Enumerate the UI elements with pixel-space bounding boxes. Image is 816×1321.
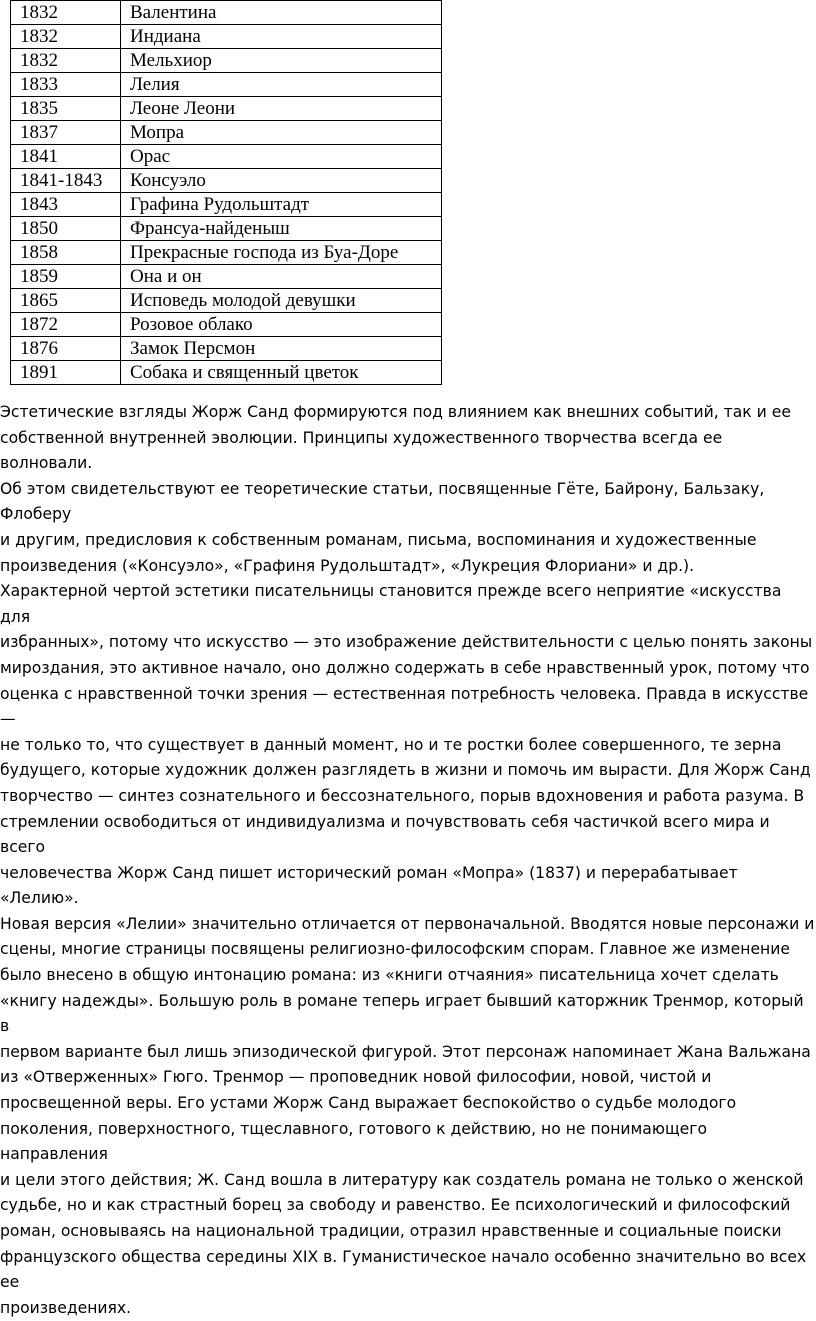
table-row <box>11 169 442 193</box>
year-cell: 1859 <box>11 265 121 289</box>
year-cell: 1872 <box>11 313 121 337</box>
table-row <box>11 337 442 361</box>
year-cell: 1833 <box>11 73 121 97</box>
title-cell: Графина Рудольштадт <box>121 193 442 217</box>
table-row <box>11 97 442 121</box>
title-cell: Индиана <box>121 25 442 49</box>
table-row <box>11 25 442 49</box>
table-row <box>11 313 442 337</box>
table-row <box>11 73 442 97</box>
title-cell: Розовое облако <box>121 313 442 337</box>
table-row <box>11 1 442 25</box>
table-row <box>11 193 442 217</box>
year-cell: 1832 <box>11 25 121 49</box>
title-cell: Лелия <box>121 73 442 97</box>
works-table <box>10 0 442 385</box>
table-row <box>11 217 442 241</box>
title-cell: Она и он <box>121 265 442 289</box>
title-cell: Валентина <box>121 1 442 25</box>
table-row <box>11 265 442 289</box>
title-cell: Исповедь молодой девушки <box>121 289 442 313</box>
table-row <box>11 145 442 169</box>
title-cell: Мельхиор <box>121 49 442 73</box>
title-cell: Прекрасные господа из Буа-Доре <box>121 241 442 265</box>
title-cell: Леоне Леони <box>121 97 442 121</box>
year-cell: 1850 <box>11 217 121 241</box>
title-cell: Собака и священный цветок <box>121 361 442 385</box>
title-cell: Консуэло <box>121 169 442 193</box>
year-cell: 1837 <box>11 121 121 145</box>
year-cell: 1832 <box>11 1 121 25</box>
table-row <box>11 241 442 265</box>
table-row <box>11 49 442 73</box>
year-cell: 1835 <box>11 97 121 121</box>
body-paragraph: Эстетические взгляды Жорж Санд формируются под влиянием как внешних событий, так и ее собственной внутренней эволюции. Принципы художественного творчества всегда ее волновали. Об этом свидетельствуют ее теоретические статьи, посвященные Гёте, Байрону, Бальзаку, Флоберу и другим, предисловия к собственным романам, письма, воспоминания и художественные произведения («Консуэло», «Графиня Рудольштадт», «Лукреция Флориани» и др.). Характерной чертой эстетики писательницы становится прежде всего неприятие «искусства для избранных», потому что искусство — это изображение действительности с целью понять законы мироздания, это активное начало, оно должно содержать в себе нравственный урок, потому что оценка с нравственной точки зрения — естественная потребность человека. Правда в искусстве — не только то, что существует в данный момент, но и те ростки более совершенного, те зерна будущего, которые художник должен разглядеть в жизни и помочь им вырасти. Для Жорж Санд творчество — синтез сознательного и бессознательного, порыв вдохновения и работа разума. В стремлении освободиться от индивидуализма и почувствовать себя частичкой всего мира и всего человечества Жорж Санд пишет исторический роман «Мопра» (1837) и перерабатывает «Лелию». Новая версия «Лелии» значительно отличается от первоначальной. Вводятся новые персонажи и сцены, многие страницы посвящены религиозно-философским спорам. Главное же изменение было внесено в общую интонацию романа: из «книги отчаяния» писательница хочет сделать «книгу надежды». Большую роль в романе теперь играет бывший каторжник Тренмор, который в первом варианте был лишь эпизодической фигурой. Этот персонаж напоминает Жана Вальжана из «Отверженных» Гюго. Тренмор — проповедник новой философии, новой, чистой и просвещенной веры. Его устами Жорж Санд выражает беспокойство о судьбе молодого поколения, поверхностного, тщеславного, готового к действию, но не понимающего направления и цели этого действия; Ж. Санд вошла в литературу как создатель романа не только о женской судьбе, но и как страстный борец за свободу и равенство. Ее психологический и философский роман, основываясь на национальной традиции, отразил нравственные и социальные поиски французского общества середины XIX в. Гуманистическое начало особенно значительно во всех ее произведениях. <box>0 403 815 1317</box>
year-cell: 1843 <box>11 193 121 217</box>
title-cell: Франсуа-найденыш <box>121 217 442 241</box>
year-cell: 1865 <box>11 289 121 313</box>
year-cell: 1841-1843 <box>11 169 121 193</box>
year-cell: 1858 <box>11 241 121 265</box>
year-cell: 1832 <box>11 49 121 73</box>
year-cell: 1876 <box>11 337 121 361</box>
year-cell: 1891 <box>11 361 121 385</box>
table-row <box>11 121 442 145</box>
title-cell: Орас <box>121 145 442 169</box>
table-row <box>11 289 442 313</box>
title-cell: Мопра <box>121 121 442 145</box>
year-cell: 1841 <box>11 145 121 169</box>
title-cell: Замок Персмон <box>121 337 442 361</box>
table-row <box>11 361 442 385</box>
